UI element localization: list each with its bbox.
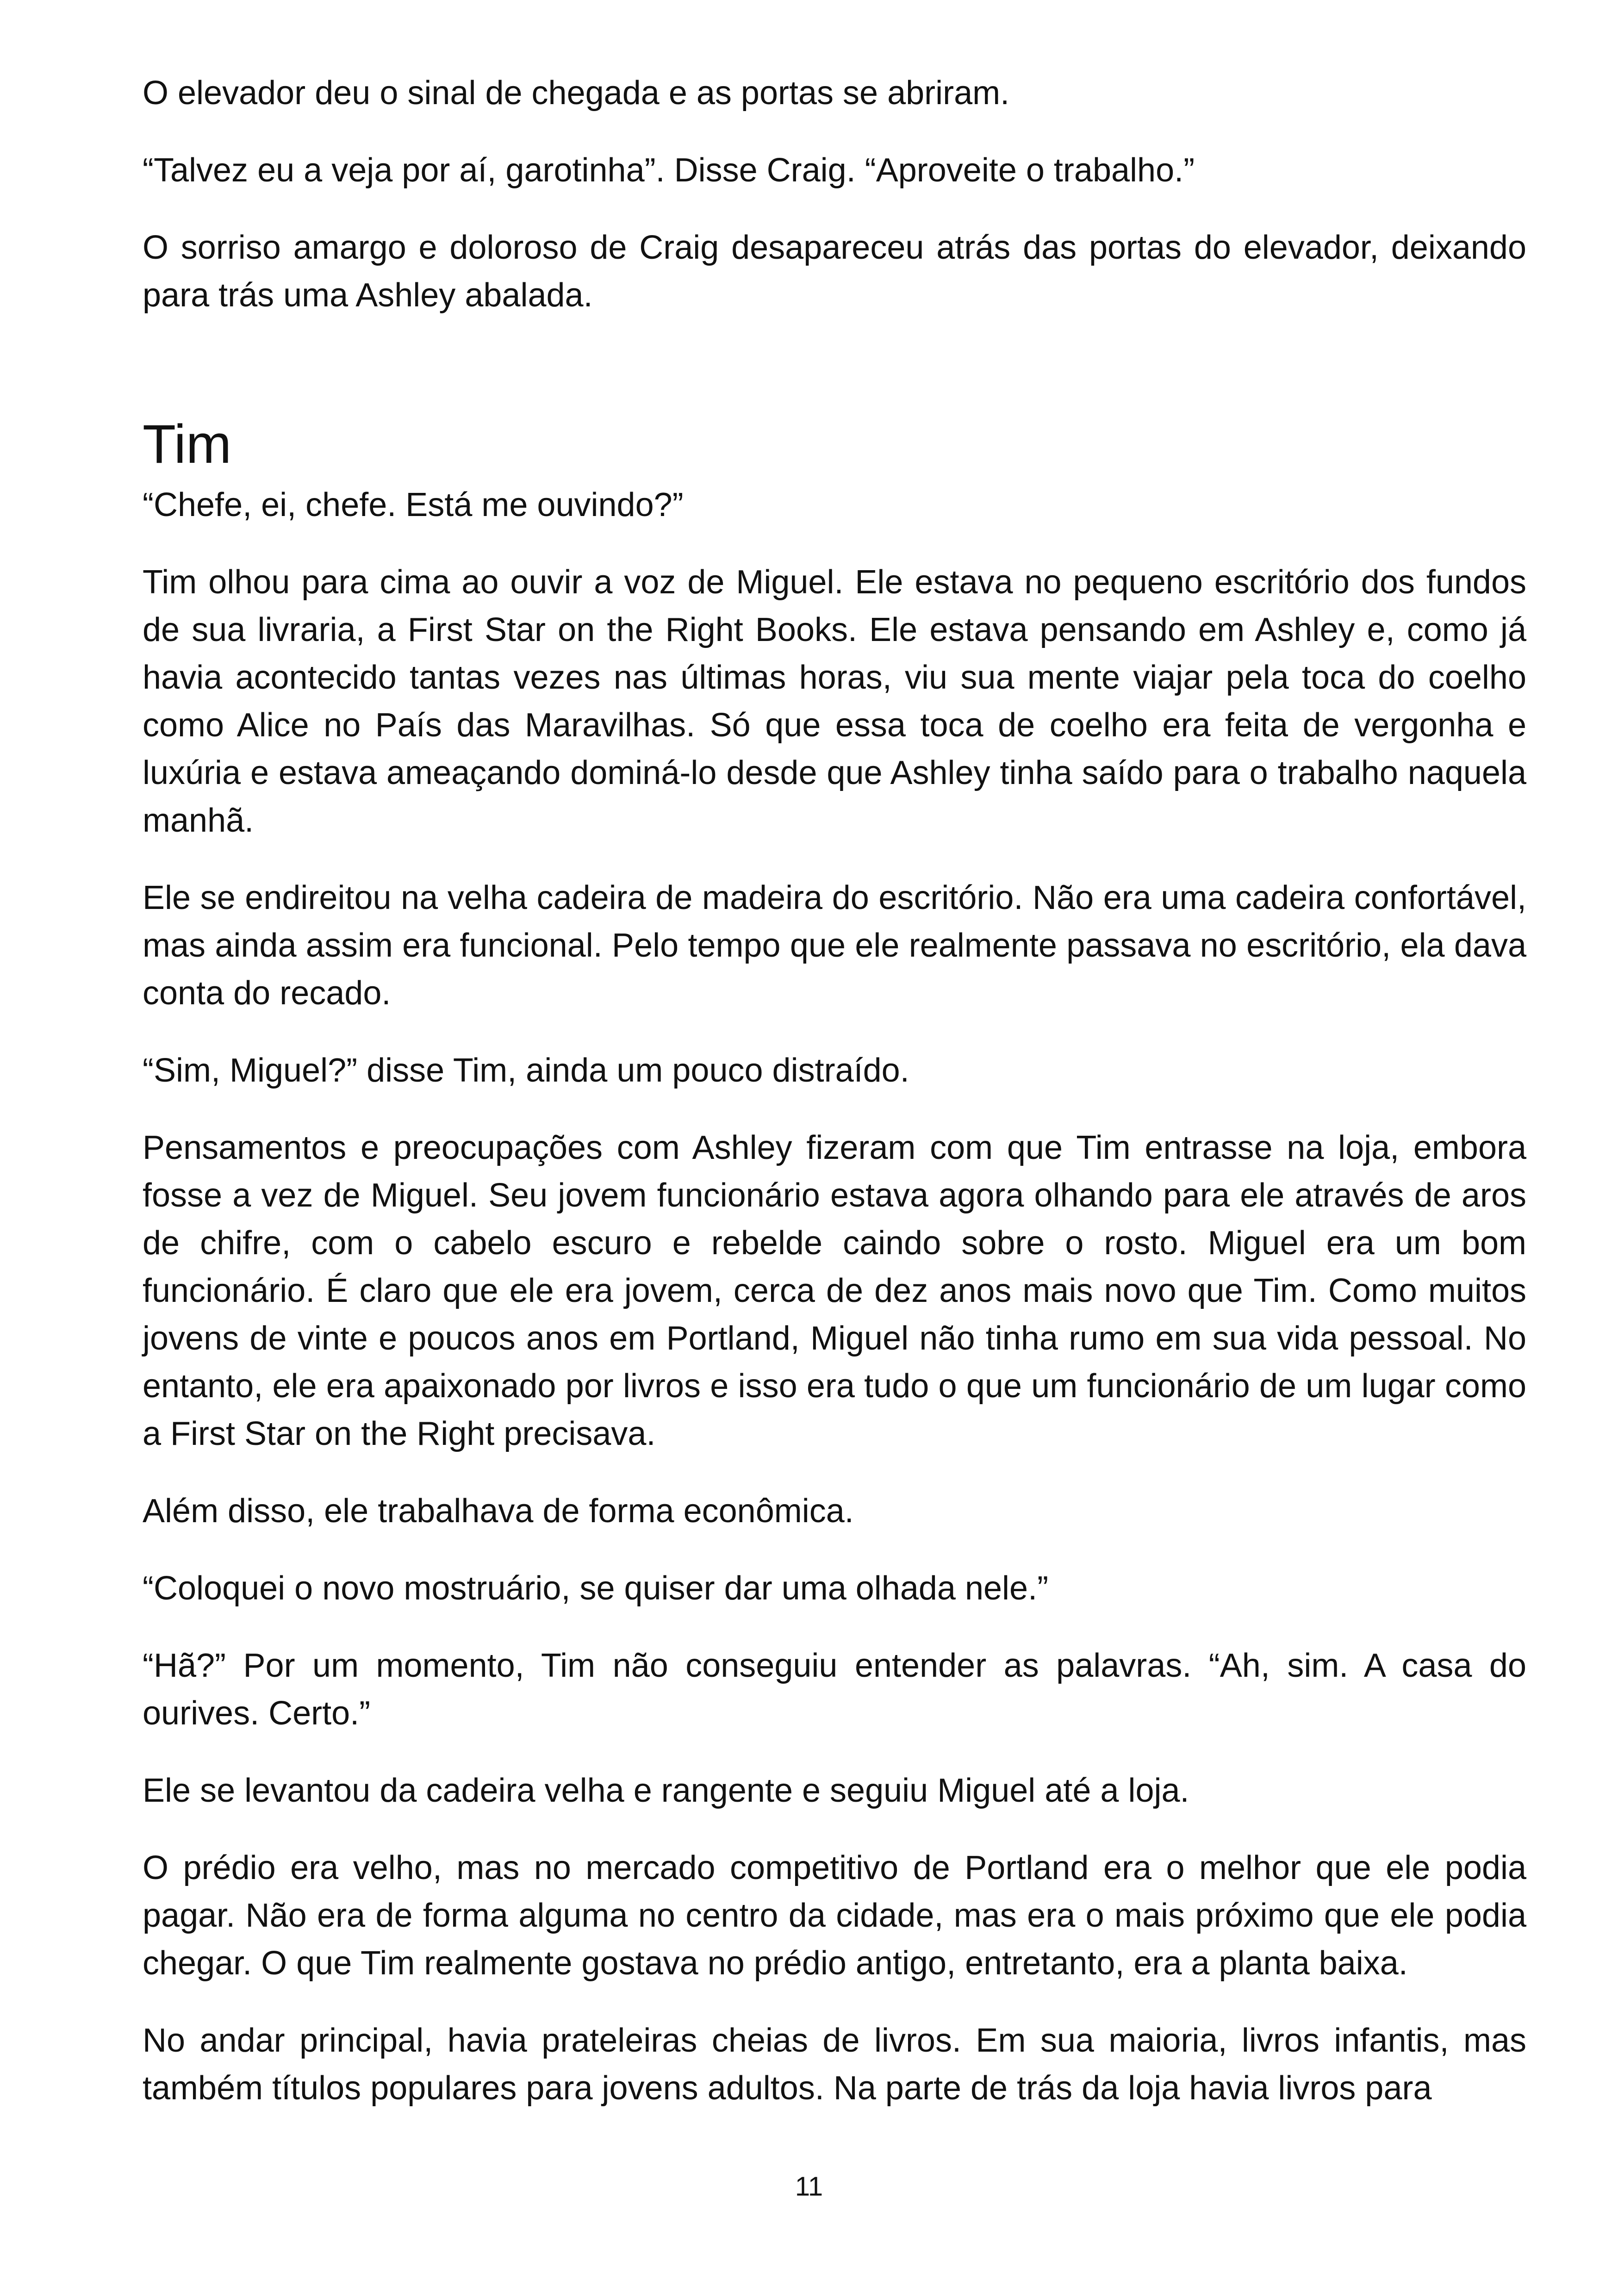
page-content [143, 69, 1526, 2142]
paragraph: Pensamentos e preocupações com Ashley fizeram com que Tim entrasse na loja, embora fosse a vez de Miguel. Seu jovem funcionário estava agora olhando para ele através de aros de chifre, com o cabelo escuro e rebelde caindo sobre o rosto. Miguel era um bom funcionário. É claro que ele era jovem, cerca de dez anos mais novo que Tim. Como muitos jovens de vinte e poucos anos em Portland, Miguel não tinha rumo em sua vida pessoal. No entanto, ele era apaixonado por livros e isso era tudo o que um funcionário de um lugar como a First Star on the Right precisava. [143, 1129, 1526, 1452]
paragraph: “Coloquei o novo mostruário, se quiser dar uma olhada nele.” [143, 1570, 1049, 1607]
paragraph: “Chefe, ei, chefe. Está me ouvindo?” [143, 486, 684, 523]
section-heading: Tim [143, 414, 232, 475]
paragraph: “Sim, Miguel?” disse Tim, ainda um pouco distraído. [143, 1052, 909, 1089]
paragraph: Tim olhou para cima ao ouvir a voz de Miguel. Ele estava no pequeno escritório dos fundos de sua livraria, a First Star on the Right Books. Ele estava pensando em Ashley e, como já havia acontecido tantas vezes nas últimas horas, viu sua mente viajar pela toca do coelho como Alice no País das Maravilhas. Só que essa toca de coelho era feita de vergonha e luxúria e estava ameaçando dominá-lo desde que Ashley tinha saído para o trabalho naquela manhã. [143, 564, 1526, 839]
paragraph: O prédio era velho, mas no mercado competitivo de Portland era o melhor que ele podia pagar. Não era de forma alguma no centro da cidade, mas era o mais próximo que ele podia chegar. O que Tim realmente gostava no prédio antigo, entretanto, era a planta baixa. [143, 1849, 1526, 1982]
paragraph: Ele se endireitou na velha cadeira de madeira do escritório. Não era uma cadeira confortável, mas ainda assim era funcional. Pelo tempo que ele realmente passava no escritório, ela dava conta do recado. [143, 879, 1526, 1012]
paragraph: No andar principal, havia prateleiras cheias de livros. Em sua maioria, livros infantis, mas também títulos populares para jovens adultos. Na parte de trás da loja havia livros para [143, 2022, 1526, 2107]
paragraph: O sorriso amargo e doloroso de Craig desapareceu atrás das portas do elevador, deixando para trás uma Ashley abalada. [143, 229, 1526, 314]
paragraph: “Hã?” Por um momento, Tim não conseguiu entender as palavras. “Ah, sim. A casa do ourives. Certo.” [143, 1647, 1526, 1732]
paragraph: O elevador deu o sinal de chegada e as portas se abriram. [143, 75, 1010, 112]
paragraph: “Talvez eu a veja por aí, garotinha”. Disse Craig. “Aproveite o trabalho.” [143, 152, 1195, 189]
paragraph: Além disso, ele trabalhava de forma econômica. [143, 1493, 854, 1530]
page-number: 11 [795, 2172, 823, 2202]
paragraph: Ele se levantou da cadeira velha e rangente e seguiu Miguel até a loja. [143, 1772, 1189, 1809]
